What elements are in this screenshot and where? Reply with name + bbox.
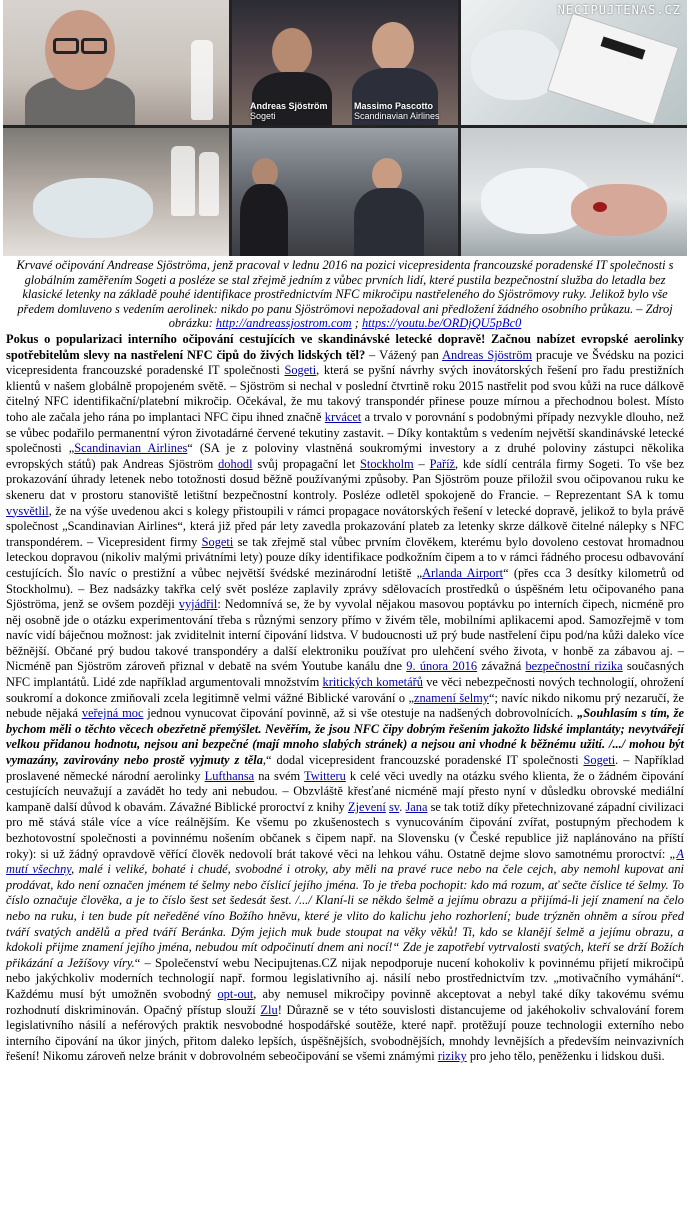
link-sogeti[interactable]: Sogeti [284, 363, 317, 378]
article-text: , která se pyšní návrhy svých inovátorských řešení pro řadu prestižních klientů v našem globálně propojeném světě. – Sjöström si nechal v poslední čtvrtině roku 2015 nastřelit pod svou kůži na ruce dálkově čitelný NFC identifikační/platební mikročip. Očekával, že mu takový transpondér přinese pouze mírnou a přechodnou bolest. Místo toho ale začala jeho rána po implantaci NFC čipu ihned značně [6, 363, 684, 424]
article-text: “; navíc nikdo nikomu prý nezaručí, že nebude nějaká [6, 690, 684, 721]
article-text: . – Například proslavené německé národní aerolinky [6, 753, 684, 783]
glasses-icon [53, 38, 79, 54]
caption-separator: ; [351, 316, 362, 331]
link-sogeti-2[interactable]: Sogeti [201, 534, 234, 549]
photo-implant-procedure [3, 128, 229, 256]
person-head-right [372, 22, 414, 72]
name-label-right [354, 101, 440, 121]
article-text: ! Důrazně se v této souvislosti distancujeme od jakéhokoliv schvalování forem legislativního násilí a neférových praktik nesvobodné hospodářské soutěže, které např. protěžují pouze technologii externího nebo interního čipování na úkor jiných, přitom daleko lepších, úspěšnějších, svobodnějších, mnohdy levnějších a především neinvazivních řešení! Nikomu zároveň nelze bránit v dobrovolném sebeočipování se všemi známými [6, 1002, 684, 1064]
article-text: “ (přes cca 3 desítky kilometrů od Stockholmu). – Bez nadsázky takřka celý svět posléze zaplavily zprávy sdělovacích prostředků o úspěšném letu očipovaného pana Sjöströma, jenž se ovšem později [6, 565, 684, 612]
link-lufthansa[interactable]: Lufthansa [204, 768, 255, 783]
link-stockholm[interactable]: Stockholm [359, 456, 414, 471]
person-head-left [272, 28, 312, 76]
blood-spot-shape [593, 202, 607, 212]
link-kritickych-kometaru[interactable]: kritických kometářů [322, 675, 423, 690]
article-prophecy-open: „ [669, 846, 677, 861]
name-label-left-name: Andreas Sjöström [250, 101, 328, 111]
image-caption [6, 258, 684, 331]
article-text: pro jeho tělo, peněženku i lidskou duši. [466, 1049, 665, 1064]
link-sogeti-3[interactable]: Sogeti [583, 753, 616, 768]
photo-chip-package [461, 0, 687, 125]
link-zjeveni[interactable]: Zjevení [348, 799, 386, 814]
link-zlu[interactable]: Zlu [260, 1002, 278, 1017]
person-head-right [372, 158, 402, 192]
glasses-icon [81, 38, 107, 54]
article-text: “ (SA je z poloviny vlastněná soukromými investory a z druhé poloviny zástupci několika evropských států) pak Andreas Sjöström [6, 441, 684, 471]
article-prophecy: , malé i veliké, bohaté i chudé, svobodné i otroky, aby měli na pravé ruce nebo na čele cejch, aby nemohl kupovat ani prodávat, kdo není označen jménem té šelmy nebo číslicí jejího jména. To je třeba pochopit: kdo má rozum, ať sečte číslice té šelmy. To číslo označuje člověka, a je to číslo šest set šedesát šest. /.../ Klaní-li se někdo šelmě a jejímu obrazu a přijímá-li její znamení na čelo nebo na ruku, i ten bude pít neředěné víno Božího hněvu, které je vlito do kalichu jeho rozhorlení; bude trýzněn ohněm a sírou před tváří svatých andělů a před tváří Beránka. Dým jejich muk bude stoupat na věky věků! Ti, kdo se klanějí šelmě a jejímu obrazu, a kdokoli přijme znamení jejího jména, nebudou mít odpočinutí dnem ani nocí!“ Zde je zapotřebí vytrvalosti svatých, kteří se drží Božích přikázání a Ježíšovy víry. [6, 862, 684, 970]
gloved-hand-shape [33, 178, 153, 238]
article-text: se tak zřejmě stal vůbec prvním člověkem, kterému bylo dovoleno cestovat hromadnou leteckou dopravou (nikoliv malými privátními lety) pouze díky identifikace podkožním čipem a to v rámci řádného procesu odbavování cestujících. Šlo navíc o prestižní a vůbec největší švédské mezinárodní letiště „ [6, 534, 684, 580]
name-label-right-name: Massimo Pascotto [354, 101, 434, 111]
article-text: na svém [254, 768, 305, 783]
photo-hand-wound [461, 128, 687, 256]
link-opt-out[interactable]: opt-out [217, 986, 254, 1001]
link-pariz[interactable]: Paříž [429, 456, 456, 471]
bottle-shape [171, 146, 195, 216]
article-text: závažná [477, 659, 526, 674]
photo-collage [3, 0, 687, 256]
article-text: a trvalo v porovnání s podobnými případy nezvykle dlouho, než se vůbec podařilo permanentní výron životadárné červené tekutiny zastavit. – Díky kontaktům s vedením největší skandinávské letecké společnosti „ [6, 409, 684, 456]
article-text: , kde sídlí centrála firmy Sogeti. To vše bez prokazování úhrady letenek nebo totožnosti dosud běžně používanými způsoby. Pan Sjöström pouze přiložil svou očipovanou ruku ke skeneru dat v prostoru stanoviště letištní bezpečnostní kontroly. Posléze odletěl spokojeně do Francie. – Reprezentant SA k tomu [6, 456, 684, 502]
person-body-right [354, 188, 424, 256]
name-label-left [250, 101, 328, 121]
article-text: ve věci nebezpečnosti nových technologií, ohrožení soukromí a dokonce zmiňovali zcela legitimně velmi vážné Biblické varování o „ [6, 675, 685, 705]
link-krvacet[interactable]: krvácet [324, 409, 362, 424]
article-text: k celé věci uvedly na otázku svého klienta, že o žádném čipování cestujících neuvažují a zavádět ho tedy ani nebudou. – Obzvláště křesťané nicméně mají přesto nyní v důsledku obrovské mediální kampaně další důvod k obavám. Závažné Biblické proroctví z knihy [6, 768, 684, 814]
link-vysvetlil[interactable]: vysvětlil [6, 503, 49, 518]
chip-package-shape [547, 13, 679, 125]
hand-shape [571, 184, 667, 236]
article-text: – Vážený pan [365, 347, 443, 362]
article-text: “ – Společenství webu Necipujtenas.CZ nijak nepodporuje nucení kohokoliv k povinnému přijetí mikročipů nebo jakýchkoliv moderních technologií např. formou legislativního aj. násilí nebo prostřednictvím tzv. „motivačního vymáhání“. Každému musí být umožněn svobodný [6, 955, 684, 1001]
link-arlanda-airport[interactable]: Arlanda Airport [422, 565, 504, 580]
caption-source-link-1[interactable]: http://andreassjostrom.com [215, 316, 352, 331]
link-znameni-selmy[interactable]: znamení šelmy [413, 690, 489, 705]
link-andreas-sjostrom[interactable]: Andreas Sjöström [442, 347, 533, 362]
link-date[interactable]: 9. února 2016 [406, 659, 478, 674]
article-text: pracuje ve Švédsku na pozici vicepresidenta francouzské poradenské IT společnosti [6, 347, 685, 378]
article-text: . [399, 799, 406, 814]
site-watermark: NECIPUJTENAS.CZ [557, 3, 681, 17]
article-text: : Nedomnívá se, že by vyvolal nějakou masovou poptávku po interních čipech, nicméně pro něj osobně jde o otázku experimentování třeba s různými senzory přímo v živém těle, mobilními aplikacemi apod. Samozřejmě v tom navíc vidí báječnou možnost: jak zviditelnit interní čipování lidstva. V budoucnosti už prý bude nastřelení čipu pod/na kůži daleko více běžnější. Občané prý budou takové transpondéry a další elektroniku používat pro ulehčení svého života, v honbě za zábavou aj. – Nicméně pan Sjöström zároveň přiznal v debatě na svém Youtube kanálu dne [6, 597, 684, 674]
bottle-shape [199, 152, 219, 216]
article-text: – [413, 456, 430, 471]
article-text: jednou vynucovat čipování povinně, až si vše otestuje na nadšených dobrovolnících. [143, 706, 578, 721]
link-sv[interactable]: sv [388, 799, 400, 814]
link-a-muti-vsechny[interactable]: A mutí všechny [6, 846, 684, 877]
article-lead: Pokus o popularizaci interního očipování cestujících ve skandinávské letecké dopravě! Začnou nabízet evropské aerolinky spotřebitelům slevy na nastřelení NFC čipů do živých lidských těl? [6, 332, 684, 362]
caption-text: Krvavé očipování Andrease Sjöströma, jenž pracoval v lednu 2016 na pozici vicepresidenta francouzské poradenské IT společnosti s globálním zaměřením Sogeti a posléze se stal zřejmě jedním z vůbec prvních lidí, které pustila bezpečnostní služba do letadla bez klasické letenky na základě pouhé identifikace prostřednictvím NFC mikročipu nastřeleného do Sjöströmovy ruky. Jelikož bylo vše předem domluveno s vedením aerolinek: nikdo po panu Sjöströmovi nepožadoval ani předložení žádného osobního průkazu. – Zdroj obrázku: [16, 258, 674, 331]
link-scandinavian-airlines[interactable]: Scandinavian Airlines [74, 441, 188, 456]
link-vyjadril[interactable]: vyjádřil [178, 597, 218, 612]
article-text: svůj propagační let [252, 456, 360, 471]
article-text: , aby nemusel mikročipy povinně akceptovat a nebyl také díky takovému svému rozhodnutí diskriminován. Opačný přístup slouží [6, 986, 684, 1017]
bottle-shape [191, 40, 213, 120]
photo-man-with-glasses [3, 0, 229, 125]
link-bezpecnostni-rizika[interactable]: bezpečnostní rizika [525, 659, 623, 674]
caption-source-link-2[interactable]: https://youtu.be/ORDjQU5pBc0 [361, 316, 522, 331]
article-text: současných NFC implantátů. Lidé zde například argumentovali množstvím [6, 659, 684, 690]
name-label-right-org: Scandinavian Airlines [354, 111, 440, 121]
article-text: ,“ dodal vicepresident francouzské poradenské IT společnosti [262, 753, 584, 768]
chip-logo-shape [600, 36, 645, 59]
article-body [6, 332, 684, 1065]
article-text: , že na výše uvedenou akci s kolegy přistoupili v rámci propagace novátorských řešení v letecké dopravě, jelikož to byla právě společnost „Scandinavian Airlines“, která již před pár lety zavedla prokazování plateb za letenky skrze dálkově čitelné nálepky s NFC transpondérem. – Vicepresident firmy [6, 503, 684, 549]
link-dohodl[interactable]: dohodl [218, 456, 253, 471]
article-quote: „Souhlasím s tím, že bychom měli o těchto věcech obezřetně přemýšlet. Nevěřím, že jsou NFC čipy dobrým řešením jakožto lidské implantáty; nevytvářejí velkou přidanou hodnotu, nejsou ani bezpečné (mají mnoho slabých stránek) a nejsou ani vhodné k běžnému užití. /.../ mohou být vymazány, zavirovány nebo prostě vyjmuty z těla [6, 706, 684, 768]
article-text: se tak totiž díky přetechnizované západní civilizaci pro mě stává stále více a více reálnějším. Ke všemu po zkušenostech s vynucováním čipování zvířat, postupným přechodem k bezhotovostní společnosti a povinnému nošením občanek s čipem např. na Slovensku (v České republice již naplánováno na příští roky): si už žádný opravdově věřící člověk nedovolí brát takové věci na lehkou váhu. Ostatně dejme slovo samotnému proroctví: [6, 799, 684, 861]
name-label-left-org: Sogeti [250, 111, 276, 121]
person-body-left [240, 184, 288, 256]
link-jana[interactable]: Jana [405, 799, 428, 814]
link-riziky[interactable]: riziky [437, 1049, 467, 1064]
photo-airport-scan [232, 128, 458, 256]
link-verejna-moc[interactable]: veřejná moc [81, 706, 144, 721]
photo-interview [232, 0, 458, 125]
link-twitteru[interactable]: Twitteru [304, 768, 346, 783]
